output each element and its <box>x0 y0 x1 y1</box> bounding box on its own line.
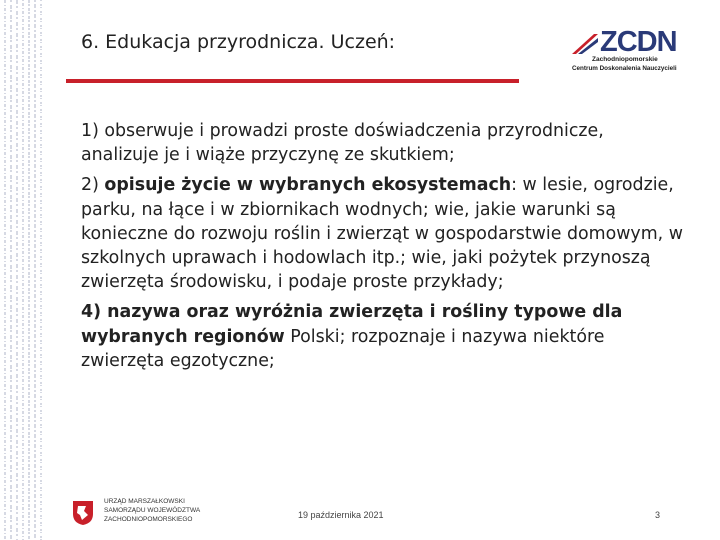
point-2-bold: opisuje życie w wybranych ekosystemach <box>104 175 512 196</box>
footer-logo-line1: URZĄD MARSZAŁKOWSKI <box>104 498 185 505</box>
logo-line2: Centrum Doskonalenia Nauczycieli <box>572 65 677 72</box>
slide-title: 6. Edukacja przyrodnicza. Uczeń: <box>81 31 396 53</box>
point-4-bold: 4) nazywa oraz wyróżnia zwierzęta i rośliny typowe dla wybranych regionów <box>81 302 623 347</box>
slide-body <box>81 119 686 373</box>
decorative-text-strip <box>0 0 46 540</box>
footer-logo <box>68 496 201 528</box>
griffin-emblem-icon <box>70 498 96 526</box>
title-underline <box>66 79 519 83</box>
footer-logo-line2: SAMORZĄDU WOJEWÓDZTWA <box>104 507 201 514</box>
zcdn-flag-icon <box>572 32 602 56</box>
point-1: 1) obserwuje i prowadzi proste doświadczenia przyrodnicze, analizuje je i wiąże przyczynę ze skutkiem; <box>81 121 604 166</box>
point-2-prefix: 2) <box>81 175 105 196</box>
point-2 <box>81 173 686 294</box>
footer-logo-line3: ZACHODNIOPOMORSKIEGO <box>104 516 193 523</box>
logo-mark: ZCDN <box>600 26 677 58</box>
handwriting-pattern-icon <box>0 0 46 540</box>
point-4-rest: Polski; rozpoznaje i nazywa niektóre zwierzęta egzotyczne; <box>81 326 605 371</box>
footer-date: 19 października 2021 <box>298 510 384 520</box>
zcdn-logo <box>572 28 684 76</box>
point-4 <box>81 300 686 373</box>
page-number: 3 <box>655 510 661 520</box>
logo-line1: Zachodniopomorskie <box>592 56 658 63</box>
point-2-rest: : w lesie, ogrodzie, parku, na łące i w zbiornikach wodnych; wie, jakie warunki są konieczne do rozwoju roślin i zwierząt w gospodarstwie domowym, w szkolnych uprawach i hodowlach itp.; wie, jaki pożytek przynoszą zwierzęta środowisku, i podaje proste przykłady; <box>81 175 683 293</box>
